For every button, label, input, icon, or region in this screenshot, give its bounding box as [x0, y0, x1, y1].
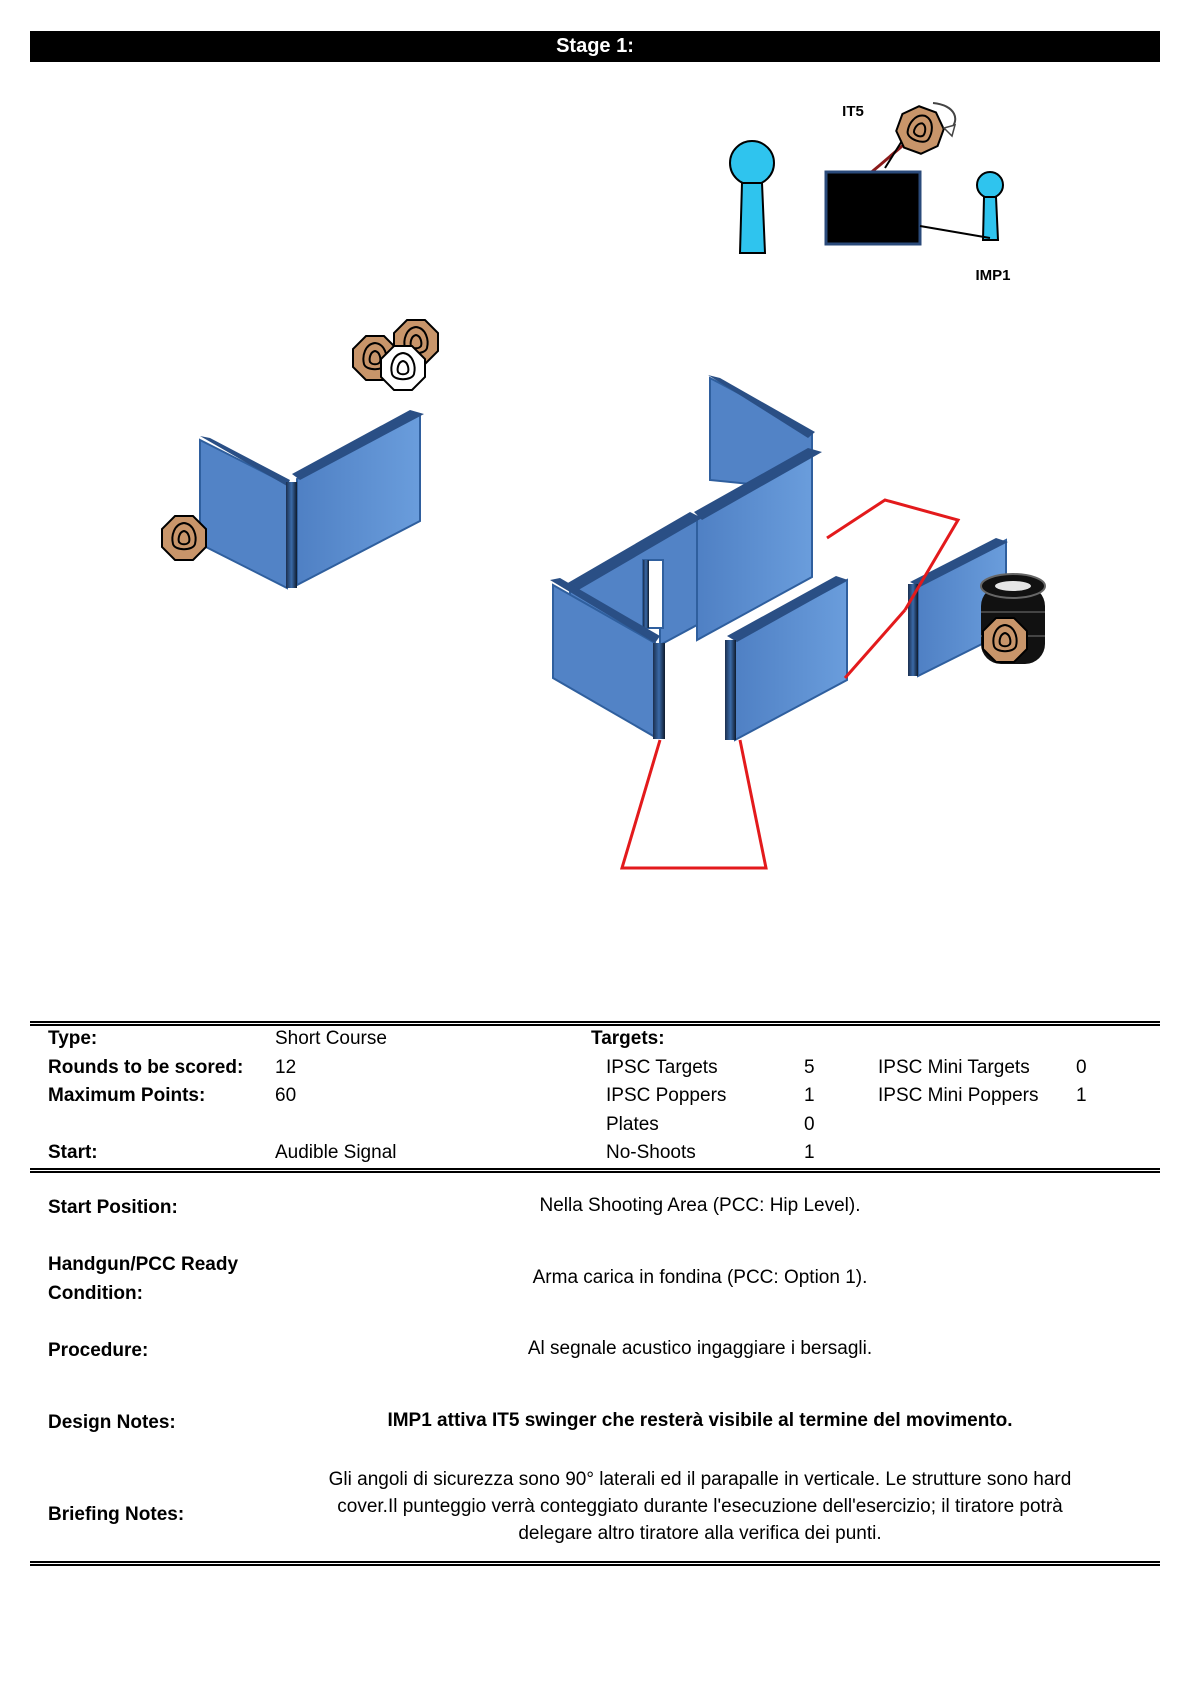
ready-condition-label-line1: Handgun/PCC Ready	[48, 1254, 239, 1275]
mini-target-count: 1	[1076, 1085, 1087, 1106]
design-notes-label: Design Notes:	[48, 1412, 176, 1433]
popper-icon	[730, 141, 774, 253]
ready-condition-text: Arma carica in fondina (PCC: Option 1).	[532, 1267, 868, 1288]
points-label: Maximum Points:	[48, 1085, 206, 1106]
ipsc-target-icon	[892, 102, 948, 158]
target-type-name: No-Shoots	[606, 1142, 696, 1163]
target-type-count: 1	[804, 1085, 815, 1106]
ipsc-target-icon	[983, 618, 1027, 662]
briefing-line: cover.Il punteggio verrà conteggiato durante l'esecuzione dell'esercizio; il tiratore potrà	[337, 1496, 1063, 1517]
targets-label: Targets:	[591, 1028, 665, 1049]
start-position-text: Nella Shooting Area (PCC: Hip Level).	[539, 1195, 861, 1216]
target-type-name: Plates	[606, 1114, 659, 1135]
table-bottom-rule	[30, 1561, 1160, 1566]
imp1-activator-icon	[826, 172, 920, 244]
target-cluster	[353, 320, 438, 390]
mini-target-name: IPSC Mini Poppers	[878, 1085, 1039, 1106]
mini-target-name: IPSC Mini Targets	[878, 1057, 1030, 1078]
start-label: Start:	[48, 1142, 98, 1163]
start-value: Audible Signal	[275, 1142, 397, 1163]
briefing-line: delegare altro tiratore alla verifica dei punti.	[518, 1523, 882, 1544]
points-value: 60	[275, 1085, 297, 1106]
left-wall-structure	[200, 410, 424, 588]
rounds-label: Rounds to be scored:	[48, 1057, 244, 1078]
rounds-value: 12	[275, 1057, 297, 1078]
target-type-count: 0	[804, 1114, 815, 1135]
ready-condition-label-line2: Condition:	[48, 1283, 143, 1304]
stage-diagram	[0, 70, 1191, 990]
it5-label: IT5	[842, 103, 864, 120]
target-type-name: IPSC Poppers	[606, 1085, 727, 1106]
briefing-notes-text	[300, 1466, 1100, 1547]
target-type-name: IPSC Targets	[606, 1057, 718, 1078]
procedure-label: Procedure:	[48, 1340, 149, 1361]
it5-activation-group	[730, 102, 1011, 284]
stage-title-bar	[30, 31, 1160, 62]
type-label: Type:	[48, 1028, 98, 1049]
table-mid-rule	[30, 1168, 1160, 1173]
mini-target-count: 0	[1076, 1057, 1087, 1078]
procedure-text: Al segnale acustico ingaggiare i bersagli.	[527, 1338, 873, 1359]
table-top-rule	[30, 1021, 1160, 1026]
briefing-line: Gli angoli di sicurezza sono 90° laterali ed il parapalle in verticale. Le strutture sono hard	[328, 1469, 1072, 1490]
mini-popper-icon	[977, 172, 1003, 240]
center-building-structure	[550, 375, 1008, 740]
start-position-label: Start Position:	[48, 1197, 178, 1218]
design-notes-text: IMP1 attiva IT5 swinger che resterà visibile al termine del movimento.	[387, 1410, 1013, 1431]
target-type-count: 1	[804, 1142, 815, 1163]
type-value: Short Course	[275, 1028, 387, 1049]
stage-title: Stage 1:	[556, 35, 634, 57]
imp1-label: IMP1	[975, 267, 1011, 284]
ipsc-target-icon	[162, 516, 206, 560]
target-type-count: 5	[804, 1057, 815, 1078]
briefing-notes-label: Briefing Notes:	[48, 1504, 185, 1525]
no-shoot-target-icon	[381, 346, 425, 390]
